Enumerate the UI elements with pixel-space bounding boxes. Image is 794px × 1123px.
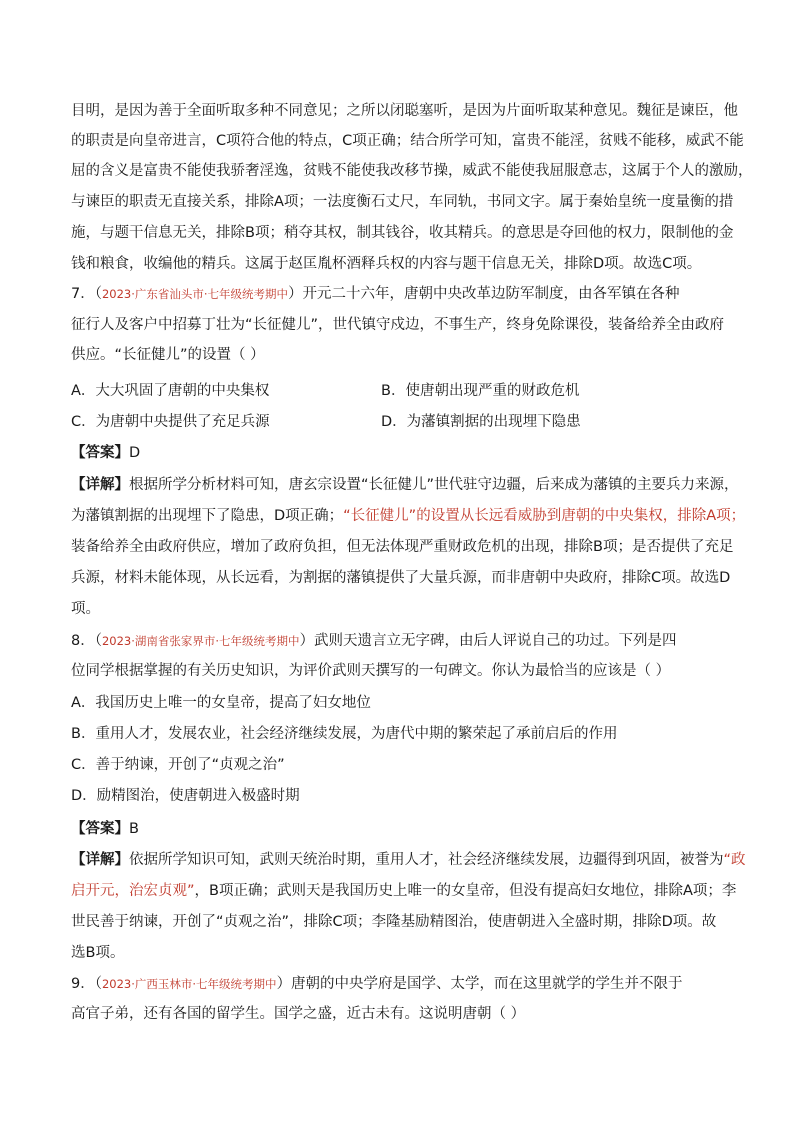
q8-answer [71,815,731,843]
q7-detail-line-2 [71,502,746,530]
q9-number: 9．（ [71,976,102,992]
q7-detail-line-4: 兵源，材料未能体现，从长远看，为割据的藩镇提供了大量兵源，而非唐朝中央政府，排除C项。故选D [71,570,731,586]
q8-option-a: A．我国历史上唯一的女皇帝，提高了妇女地位 [71,695,371,711]
q9-stem-line-2: 高官子弟，还有各国的留学生。国学之盛，近古未有。这说明唐朝（ ） [71,1006,526,1022]
q7-detail-text: 为藩镇割据的出现埋下了隐患，D项正确； [71,508,344,524]
q8-number: 8．（ [71,633,102,649]
q8-detail-line-3: 世民善于纳谏，开创了“贞观之治”，排除C项；李隆基励精图治，使唐朝进入全盛时期，排除D项。故 [71,914,717,930]
q8-option-b: B．重用人才，发展农业，社会经济继续发展，为唐代中期的繁荣起了承前启后的作用 [71,726,618,742]
q7-detail-line-3: 装备给养全由政府供应，增加了政府负担，但无法体现严重财政危机的出现，排除B项；是否提供了充足 [71,539,734,555]
q7-source: 2023·广东省汕头市·七年级统考期中 [101,287,289,301]
q8-stem-line-2: 位同学根据掌握的有关历史知识，为评价武则天撰写的一句碑文。你认为最恰当的应该是（ ） [71,663,671,679]
q9-stem-line-1 [71,970,731,998]
q7-answer [71,439,731,467]
q6-detail-line-4: 与谏臣的职责无直接关系，排除A项；一法度衡石丈尺，车同轨，书同文字。属于秦始皇统一度量衡的措 [71,194,734,210]
q7-stem-line-1 [71,280,731,308]
q9-source: 2023·广西玉林市·七年级统考期中 [101,977,277,991]
q7-detail-tag: 【详解】 [71,477,129,493]
q7-detail-line-5: 项。 [71,601,100,617]
q7-option-d: D．为藩镇割据的出现埋下隐患 [381,414,581,430]
q7-detail-highlight: “长征健儿”的设置从长远看威胁到唐朝的中央集权，排除A项； [343,508,746,524]
q7-detail-line-1 [71,471,739,499]
q8-detail-line-1 [71,846,746,874]
q7-stem-line-3: 供应。“长征健儿”的设置（ ） [71,347,265,363]
q6-detail-line-6: 钱和粮食，收编他的精兵。这属于赵匡胤杯酒释兵权的内容与题干信息无关，排除D项。故选C项。 [71,256,702,272]
q7-option-b: B．使唐朝出现严重的财政危机 [381,383,580,399]
q6-detail-line-5: 施，与题干信息无关，排除B项；稍夺其权，制其钱谷，收其精兵。的意思是夺回他的权力，限制他的金 [71,225,734,241]
q8-answer-value: B [129,821,139,837]
q7-option-c: C．为唐朝中央提供了充足兵源 [71,414,270,430]
q7-stem-line-2: 征行人及客户中招募丁壮为“长征健儿”，世代镇守戍边，不事生产，终身免除课役，装备给养全由政府 [71,317,725,333]
q8-option-d: D．励精图治，使唐朝进入极盛时期 [71,788,300,804]
q8-option-c: C．善于纳谏，开创了“贞观之治” [71,757,285,773]
q8-detail-highlight: “政 [723,852,746,868]
q7-detail-text: 根据所学分析材料可知，唐玄宗设置“长征健儿”世代驻守边疆，后来成为藩镇的主要兵力来源， [129,477,739,493]
q8-source: 2023·湖南省张家界市·七年级统考期中 [101,634,300,648]
q8-stem-line-1 [71,627,731,655]
q9-stem-text: ）唐朝的中央学府是国学、太学，而在这里就学的学生并不限于 [276,976,683,992]
q8-detail-line-2 [71,877,737,905]
q6-detail-line-2: 的职责是向皇帝进言，C项符合他的特点，C项正确；结合所学可知，富贵不能淫，贫贱不能移，威武不能 [71,133,744,149]
q8-answer-tag: 【答案】 [71,821,129,837]
q6-detail-line-3: 屈的含义是富贵不能使我骄奢淫逸，贫贱不能使我改移节操，威武不能使我屈服意志，这属于个人的激励， [71,163,753,179]
q8-detail-line-4: 选B项。 [71,945,125,961]
q8-detail-highlight: 启开元，治宏贞观” [71,883,195,899]
q7-stem-text: ）开元二十六年，唐朝中央改革边防军制度，由各军镇在各种 [288,286,680,302]
q7-answer-value: D [129,445,141,461]
q6-detail-line-1: 目明，是因为善于全面听取多种不同意见；之所以闭聪塞听，是因为片面听取某种意见。魏征是谏臣，他 [71,103,738,119]
q8-stem-text: ）武则天遗言立无字碑，由后人评说自己的功过。下列是四 [299,633,677,649]
q8-detail-text: ，B项正确；武则天是我国历史上唯一的女皇帝，但没有提高妇女地位，排除A项；李 [194,883,737,899]
q7-answer-tag: 【答案】 [71,445,129,461]
q7-option-a: A．大大巩固了唐朝的中央集权 [71,383,270,399]
q8-detail-tag: 【详解】 [71,852,129,868]
q8-detail-text: 依据所学知识可知，武则天统治时期，重用人才，社会经济继续发展，边疆得到巩固，被誉为 [129,852,724,868]
q7-number: 7．（ [71,286,102,302]
